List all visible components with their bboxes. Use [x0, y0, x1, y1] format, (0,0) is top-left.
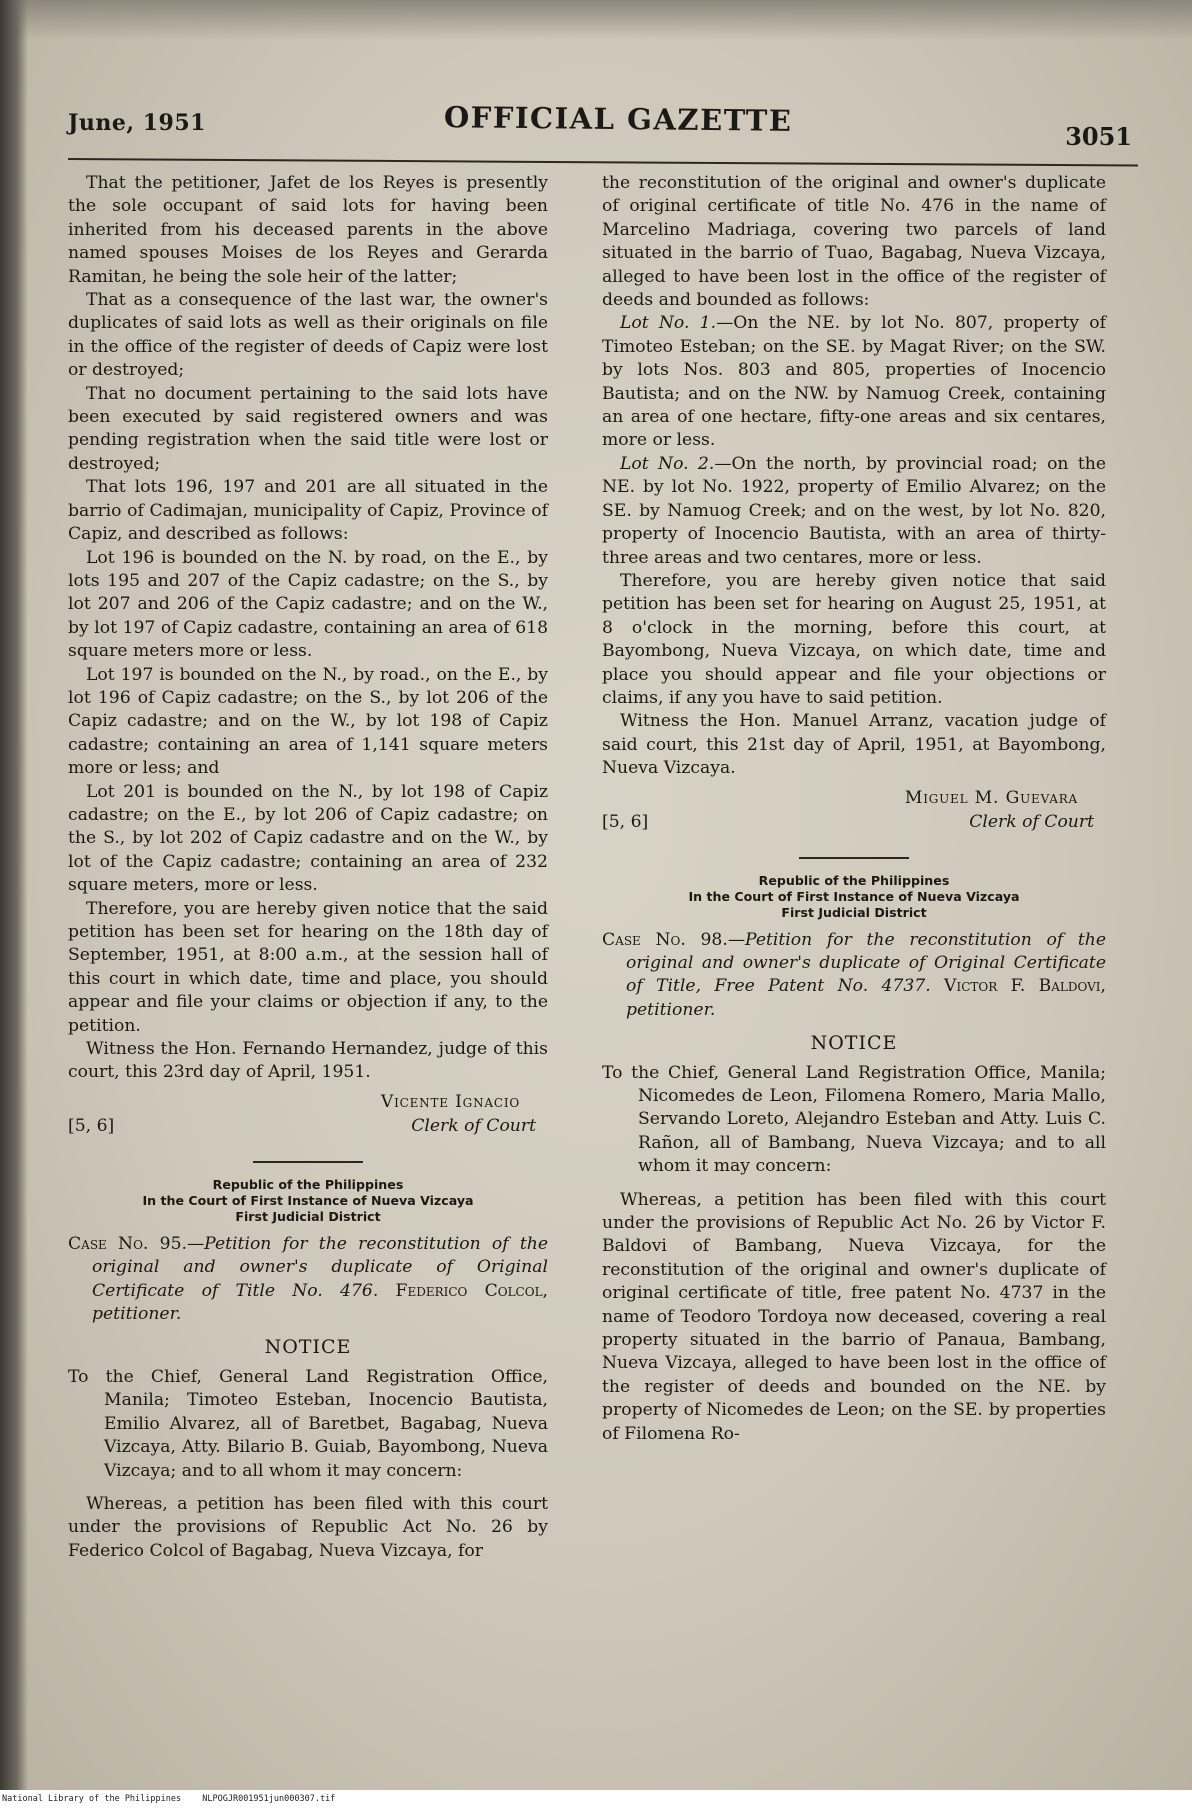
court-line: First Judicial District	[781, 904, 927, 920]
petitioner-name: Federico Colcol,	[395, 1280, 549, 1301]
case-number: Case No. 98.	[602, 929, 728, 950]
footer-library: National Library of the Philippines	[2, 1794, 182, 1804]
notice-addressees: To the Chief, General Land Registration Office, Manila; Nicomedes de Leon, Filomena Romero, Maria Mallo, Servando Loreto, Alejandro Esteban and Atty. Luis C. Rañon, all of Bambang, Nueva Vizcaya; and to all whom it may concern:	[602, 1062, 1106, 1177]
paragraph: the reconstitution of the original and owner's duplicate of original certificate of title No. 476 in the name of Marcelino Madriaga, covering two parcels of land situated in the barrio of Tuao, Bagabag, Nueva Vizcaya, alleged to have been lost in the office of the register of deeds and bounded as follows:	[602, 173, 1106, 311]
lot-text: —On the north, by provincial road; on the NE. by lot No. 1922, property of Emilio Alvarez; on the SE. by Namuog Creek; and on the west, by lot No. 820, property of Inocencio Bautista, with an area of thirty-three areas and two centares, more or less.	[602, 453, 1107, 568]
court-line: Republic of the Philippines	[758, 872, 950, 888]
signature-block	[68, 1091, 548, 1143]
publication-ref: [5, 6]	[68, 1115, 115, 1136]
right-column	[602, 172, 1106, 1446]
petitioner-label: petitioner.	[626, 999, 716, 1020]
petitioner-name: Victor F. Baldovi,	[944, 976, 1107, 997]
paragraph: Lot 196 is bounded on the N. by road, on the E., by lots 195 and 207 of the Capiz cadastre; on the S., by lot 207 and 206 of the Capiz cadastre; and on the W., by lot 197 of Capiz cadastre, containing an area of 618 square meters more or less.	[68, 547, 548, 662]
paragraph: Whereas, a petition has been filed with this court under the provisions of Republic Act No. 26 by Federico Colcol of Bagabag, Nueva Vizcaya, for	[68, 1493, 548, 1561]
paragraph: Lot 197 is bounded on the N., by road., on the E., by lot 196 of Capiz cadastre; on the S., by lot 206 of the Capiz cadastre; and on the W., by lot 198 of Capiz cadastre; containing an area of 1,141 square meters more or less; and	[68, 664, 548, 779]
paragraph: Witness the Hon. Manuel Arranz, vacation judge of said court, this 21st day of April, 1951, at Bayombong, Nueva Vizcaya.	[602, 711, 1106, 779]
signatory-role: Clerk of Court	[411, 1115, 536, 1136]
court-heading	[68, 1177, 548, 1225]
paragraph: Therefore, you are hereby given notice that the said petition has been set for hearing on the 18th day of September, 1951, at 8:00 a.m., at the session hall of this court in which date, time and place, you should appear and file your claims or objection if any, to the petition.	[68, 898, 548, 1036]
paragraph: Therefore, you are hereby given notice that said petition has been set for hearing on August 25, 1951, at 8 o'clock in the morning, before this court, at Bayombong, Nueva Vizcaya, on which date, time and place you should appear and file your objections or claims, if any you have to said petition.	[602, 570, 1106, 708]
court-heading	[602, 873, 1106, 921]
lot-description	[602, 453, 1106, 570]
case-title: —Petition for the reconstitution of the original and owner's duplicate of Original Certificate of Title, Free Patent No. 4737.	[626, 929, 1107, 997]
paragraph: That lots 196, 197 and 201 are all situated in the barrio of Cadimajan, municipality of Capiz, Province of Capiz, and described as follows:	[68, 477, 548, 545]
lot-label: Lot No. 2.	[620, 453, 715, 474]
signature-block	[602, 787, 1106, 839]
petitioner-label: petitioner.	[92, 1304, 182, 1325]
notice-addressees: To the Chief, General Land Registration Office, Manila; Timoteo Esteban, Inocencio Bautista, Emilio Alvarez, all of Baretbet, Bagabag, Nueva Vizcaya, Atty. Bilario B. Guiab, Bayombong, Nueva Vizcaya; and to all whom it may concern:	[68, 1366, 548, 1481]
case-caption	[68, 1233, 548, 1327]
page-number: 3051	[1065, 122, 1132, 151]
signatory-name: Miguel M. Guevara	[904, 787, 1078, 808]
paragraph: Whereas, a petition has been filed with this court under the provisions of Republic Act No. 26 by Victor F. Baldovi of Bambang, Nueva Vizcaya, for the reconstitution of the original and owner's duplicate of original certificate of title, free patent No. 4737 in the name of Teodoro Tordoya now deceased, covering a real property situated in the barrio of Panaua, Bambang, Nueva Vizcaya, alleged to have been lost in the office of the register of deeds and bounded on the NE. by property of Nicomedes de Leon; on the SE. by properties of Filomena Ro-	[602, 1189, 1106, 1444]
section-divider	[799, 857, 909, 859]
paragraph: That as a consequence of the last war, the owner's duplicates of said lots as well as their originals on file in the office of the register of deeds of Capiz were lost or destroyed;	[68, 290, 548, 381]
lot-text: —On the NE. by lot No. 807, property of Timoteo Esteban; on the SE. by Magat River; on the SW. by lots Nos. 803 and 805, properties of Inocencio Bautista; and on the NW. by Namuog Creek, containing an area of one hectare, fifty-one areas and six centares, more or less.	[602, 313, 1106, 451]
court-line: In the Court of First Instance of Nueva Vizcaya	[688, 888, 1020, 904]
case-caption	[602, 929, 1106, 1023]
publication-ref: [5, 6]	[602, 811, 649, 832]
paragraph: That no document pertaining to the said lots have been executed by said registered owners and was pending registration when the said title were lost or destroyed;	[68, 383, 548, 474]
scan-footer	[0, 1790, 1192, 1808]
case-title: —Petition for the reconstitution of the original and owner's duplicate of Original Certificate of Title No. 476.	[92, 1233, 548, 1301]
left-column	[68, 172, 548, 1563]
case-number: Case No. 95.	[68, 1233, 187, 1254]
notice-heading: NOTICE	[264, 1336, 352, 1359]
lot-description	[602, 312, 1106, 452]
notice-heading: NOTICE	[810, 1032, 898, 1055]
publication-title: OFFICIAL GAZETTE	[443, 100, 793, 138]
gazette-page	[44, 100, 1144, 1770]
court-line: In the Court of First Instance of Nueva Vizcaya	[142, 1192, 474, 1208]
header-rule	[68, 158, 1138, 167]
paragraph: Witness the Hon. Fernando Hernandez, judge of this court, this 23rd day of April, 1951.	[68, 1039, 548, 1083]
signatory-role: Clerk of Court	[969, 811, 1094, 832]
court-line: First Judicial District	[235, 1208, 381, 1224]
section-divider	[253, 1161, 363, 1163]
scan-top-shadow	[0, 0, 1192, 40]
paragraph: Lot 201 is bounded on the N., by lot 198 of Capiz cadastre; on the E., by lot 206 of Capiz cadastre; on the S., by lot 202 of Capiz cadastre and on the W., by lot of the Capiz cadastre; containing an area of 232 square meters, more or less.	[68, 781, 548, 896]
issue-date: June, 1951	[68, 110, 206, 136]
signatory-name: Vicente Ignacio	[380, 1091, 520, 1112]
paragraph: That the petitioner, Jafet de los Reyes is presently the sole occupant of said lots for having been inherited from his deceased parents in the above named spouses Moises de los Reyes and Gerarda Ramitan, he being the sole heir of the latter;	[68, 173, 548, 287]
court-line: Republic of the Philippines	[212, 1176, 404, 1192]
footer-filename: NLPOGJR001951jun000307.tif	[202, 1794, 336, 1804]
scan-binding-shadow	[0, 0, 28, 1790]
lot-label: Lot No. 1.	[620, 313, 717, 334]
